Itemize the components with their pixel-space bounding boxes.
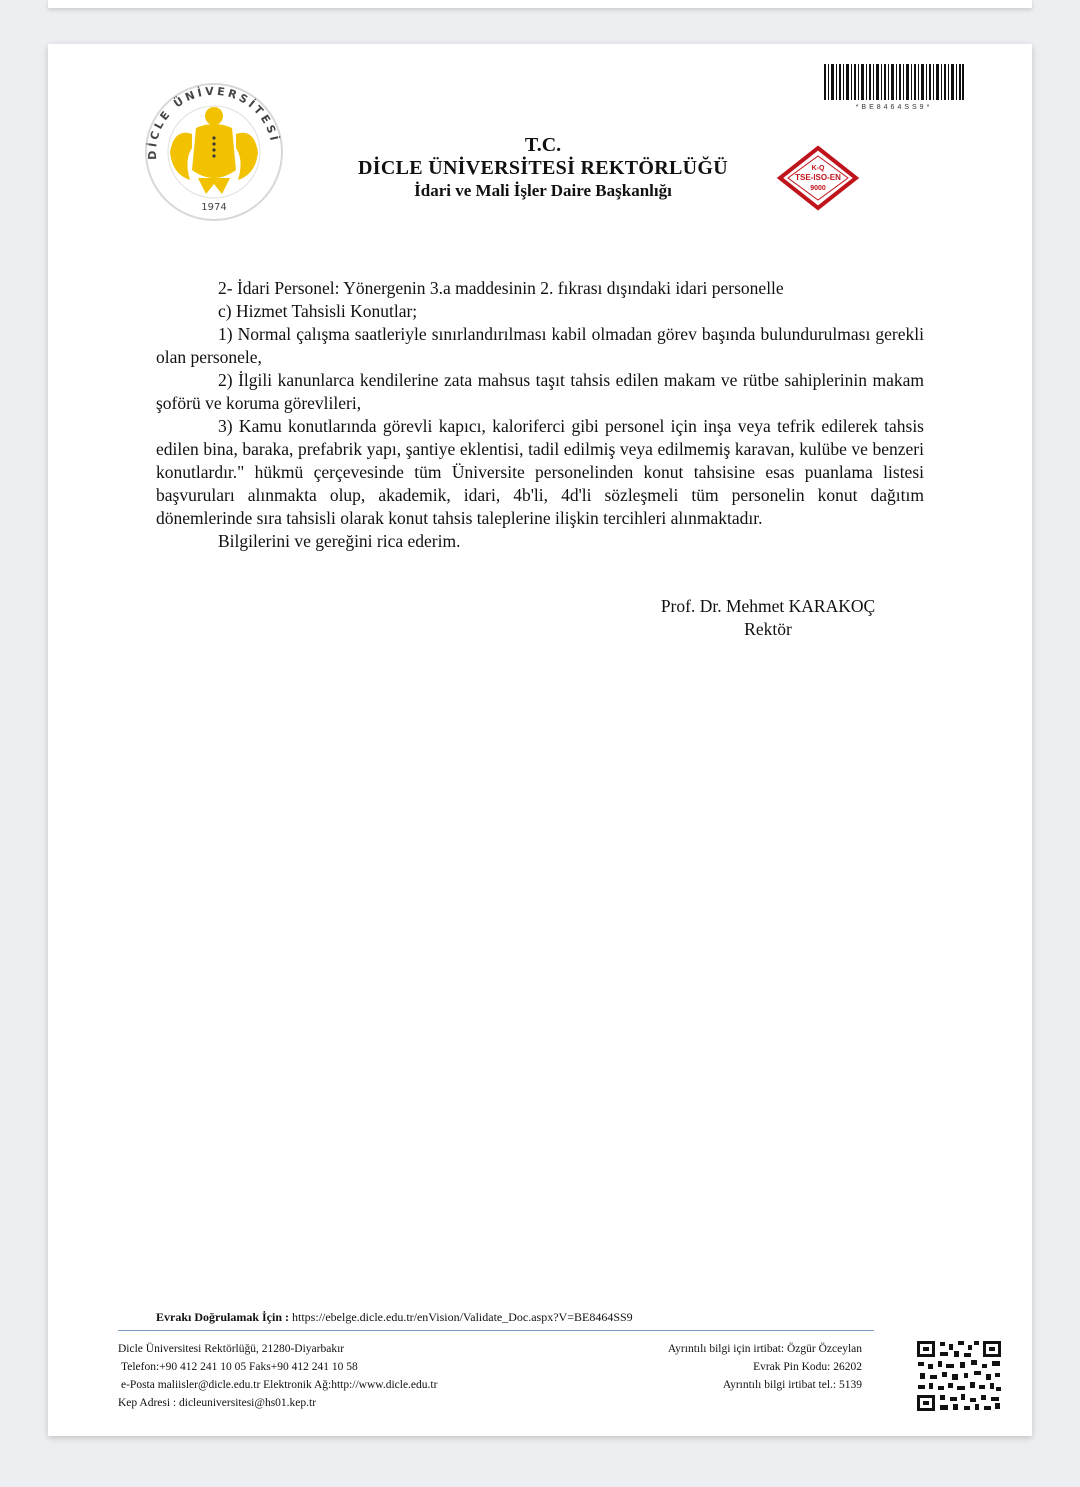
svg-text:DİCLE ÜNİVERSİTESİ: DİCLE ÜNİVERSİTESİ <box>145 84 282 160</box>
paragraph-administrative-staff: 2- İdari Personel: Yönergenin 3.a maddesinin 2. fıkrası dışındaki idari personelle <box>218 278 784 298</box>
header-line-rectorate: DİCLE ÜNİVERSİTESİ REKTÖRLÜĞÜ <box>358 157 728 179</box>
footer-contact-left <box>118 1340 437 1412</box>
barcode-caption: *BE8464SS9* <box>855 104 933 111</box>
qr-code <box>916 1340 1002 1412</box>
footer-contact-right <box>588 1340 862 1394</box>
paragraph-item-2: 2) İlgili kanunlarca kendilerine zata mahsus taşıt tahsis edilen makam ve rütbe sahiplerinin makam şoförü ve koruma görevlileri, <box>156 370 924 413</box>
verification-url[interactable]: https://ebelge.dicle.edu.tr/enVision/Validate_Doc.aspx?V=BE8464SS9 <box>292 1310 633 1324</box>
paragraph-closing: Bilgilerini ve gereğini rica ederim. <box>218 531 461 551</box>
svg-text:1974: 1974 <box>201 202 227 213</box>
footer-contact-person: Ayrıntılı bilgi için irtibat: Özgür Özceylan <box>667 1343 862 1355</box>
tse-iso-certification-badge <box>776 144 860 212</box>
footer-phone: Telefon:+90 412 241 10 05 Faks+90 412 241 10 58 <box>121 1361 358 1373</box>
paragraph-item-1: 1) Normal çalışma saatleriyle sınırlandırılması kabil olmadan görev başında bulundurulması gerekli olan personele, <box>156 324 924 367</box>
signature-block <box>608 595 928 641</box>
svg-text:9000: 9000 <box>810 185 826 192</box>
previous-page-edge <box>48 0 1032 8</box>
footer-pin-code: Evrak Pin Kodu: 26202 <box>753 1361 862 1373</box>
header-line-department: İdari ve Mali İşler Daire Başkanlığı <box>414 181 672 200</box>
paragraph-item-3: 3) Kamu konutlarında görevli kapıcı, kaloriferci gibi personel için inşa veya tefrik edilerek tahsis edilen bina, baraka, prefabrik yapı, şantiye eklentisi, tadil edilmiş veya edilmemiş karavan, kulübe ve benzeri konutlardır." hükmü çerçevesinde tüm Üniversite personelinden konut tahsisine esas puanlama listesi başvuruları alınmakta olup, akademik, idari, 4b'li, 4d'li sözleşmeli tüm personelin konut dağıtım dönemlerinde sıra tahsisli olarak konut tahsis taleplerine ilişkin tercihleri alınmaktadır. <box>156 416 924 528</box>
document-page <box>48 44 1032 1436</box>
university-seal-logo <box>144 82 284 222</box>
paragraph-service-housing: c) Hizmet Tahsisli Konutlar; <box>218 301 418 321</box>
verification-label: Evrakı Doğrulamak İçin : <box>156 1310 290 1324</box>
footer-contact-extension: Ayrıntılı bilgi irtibat tel.: 5139 <box>722 1379 862 1391</box>
footer-email-web: e-Posta maliisler@dicle.edu.tr Elektronik Ağ:http://www.dicle.edu.tr <box>121 1379 438 1391</box>
letterhead <box>308 134 778 202</box>
footer-divider <box>118 1330 874 1331</box>
footer-address: Dicle Üniversitesi Rektörlüğü, 21280-Diyarbakır <box>118 1343 345 1355</box>
verification-line <box>156 1310 633 1325</box>
signatory-title: Rektör <box>744 619 792 639</box>
svg-text:TSE-ISO-EN: TSE-ISO-EN <box>795 173 841 182</box>
svg-text:K-Q: K-Q <box>811 165 825 172</box>
header-line-tc: T.C. <box>524 134 562 156</box>
document-barcode <box>824 64 964 100</box>
signatory-name: Prof. Dr. Mehmet KARAKOÇ <box>660 596 876 616</box>
footer-kep-address: Kep Adresi : dicleuniversitesi@hs01.kep.tr <box>118 1397 317 1409</box>
letter-body <box>156 277 924 553</box>
